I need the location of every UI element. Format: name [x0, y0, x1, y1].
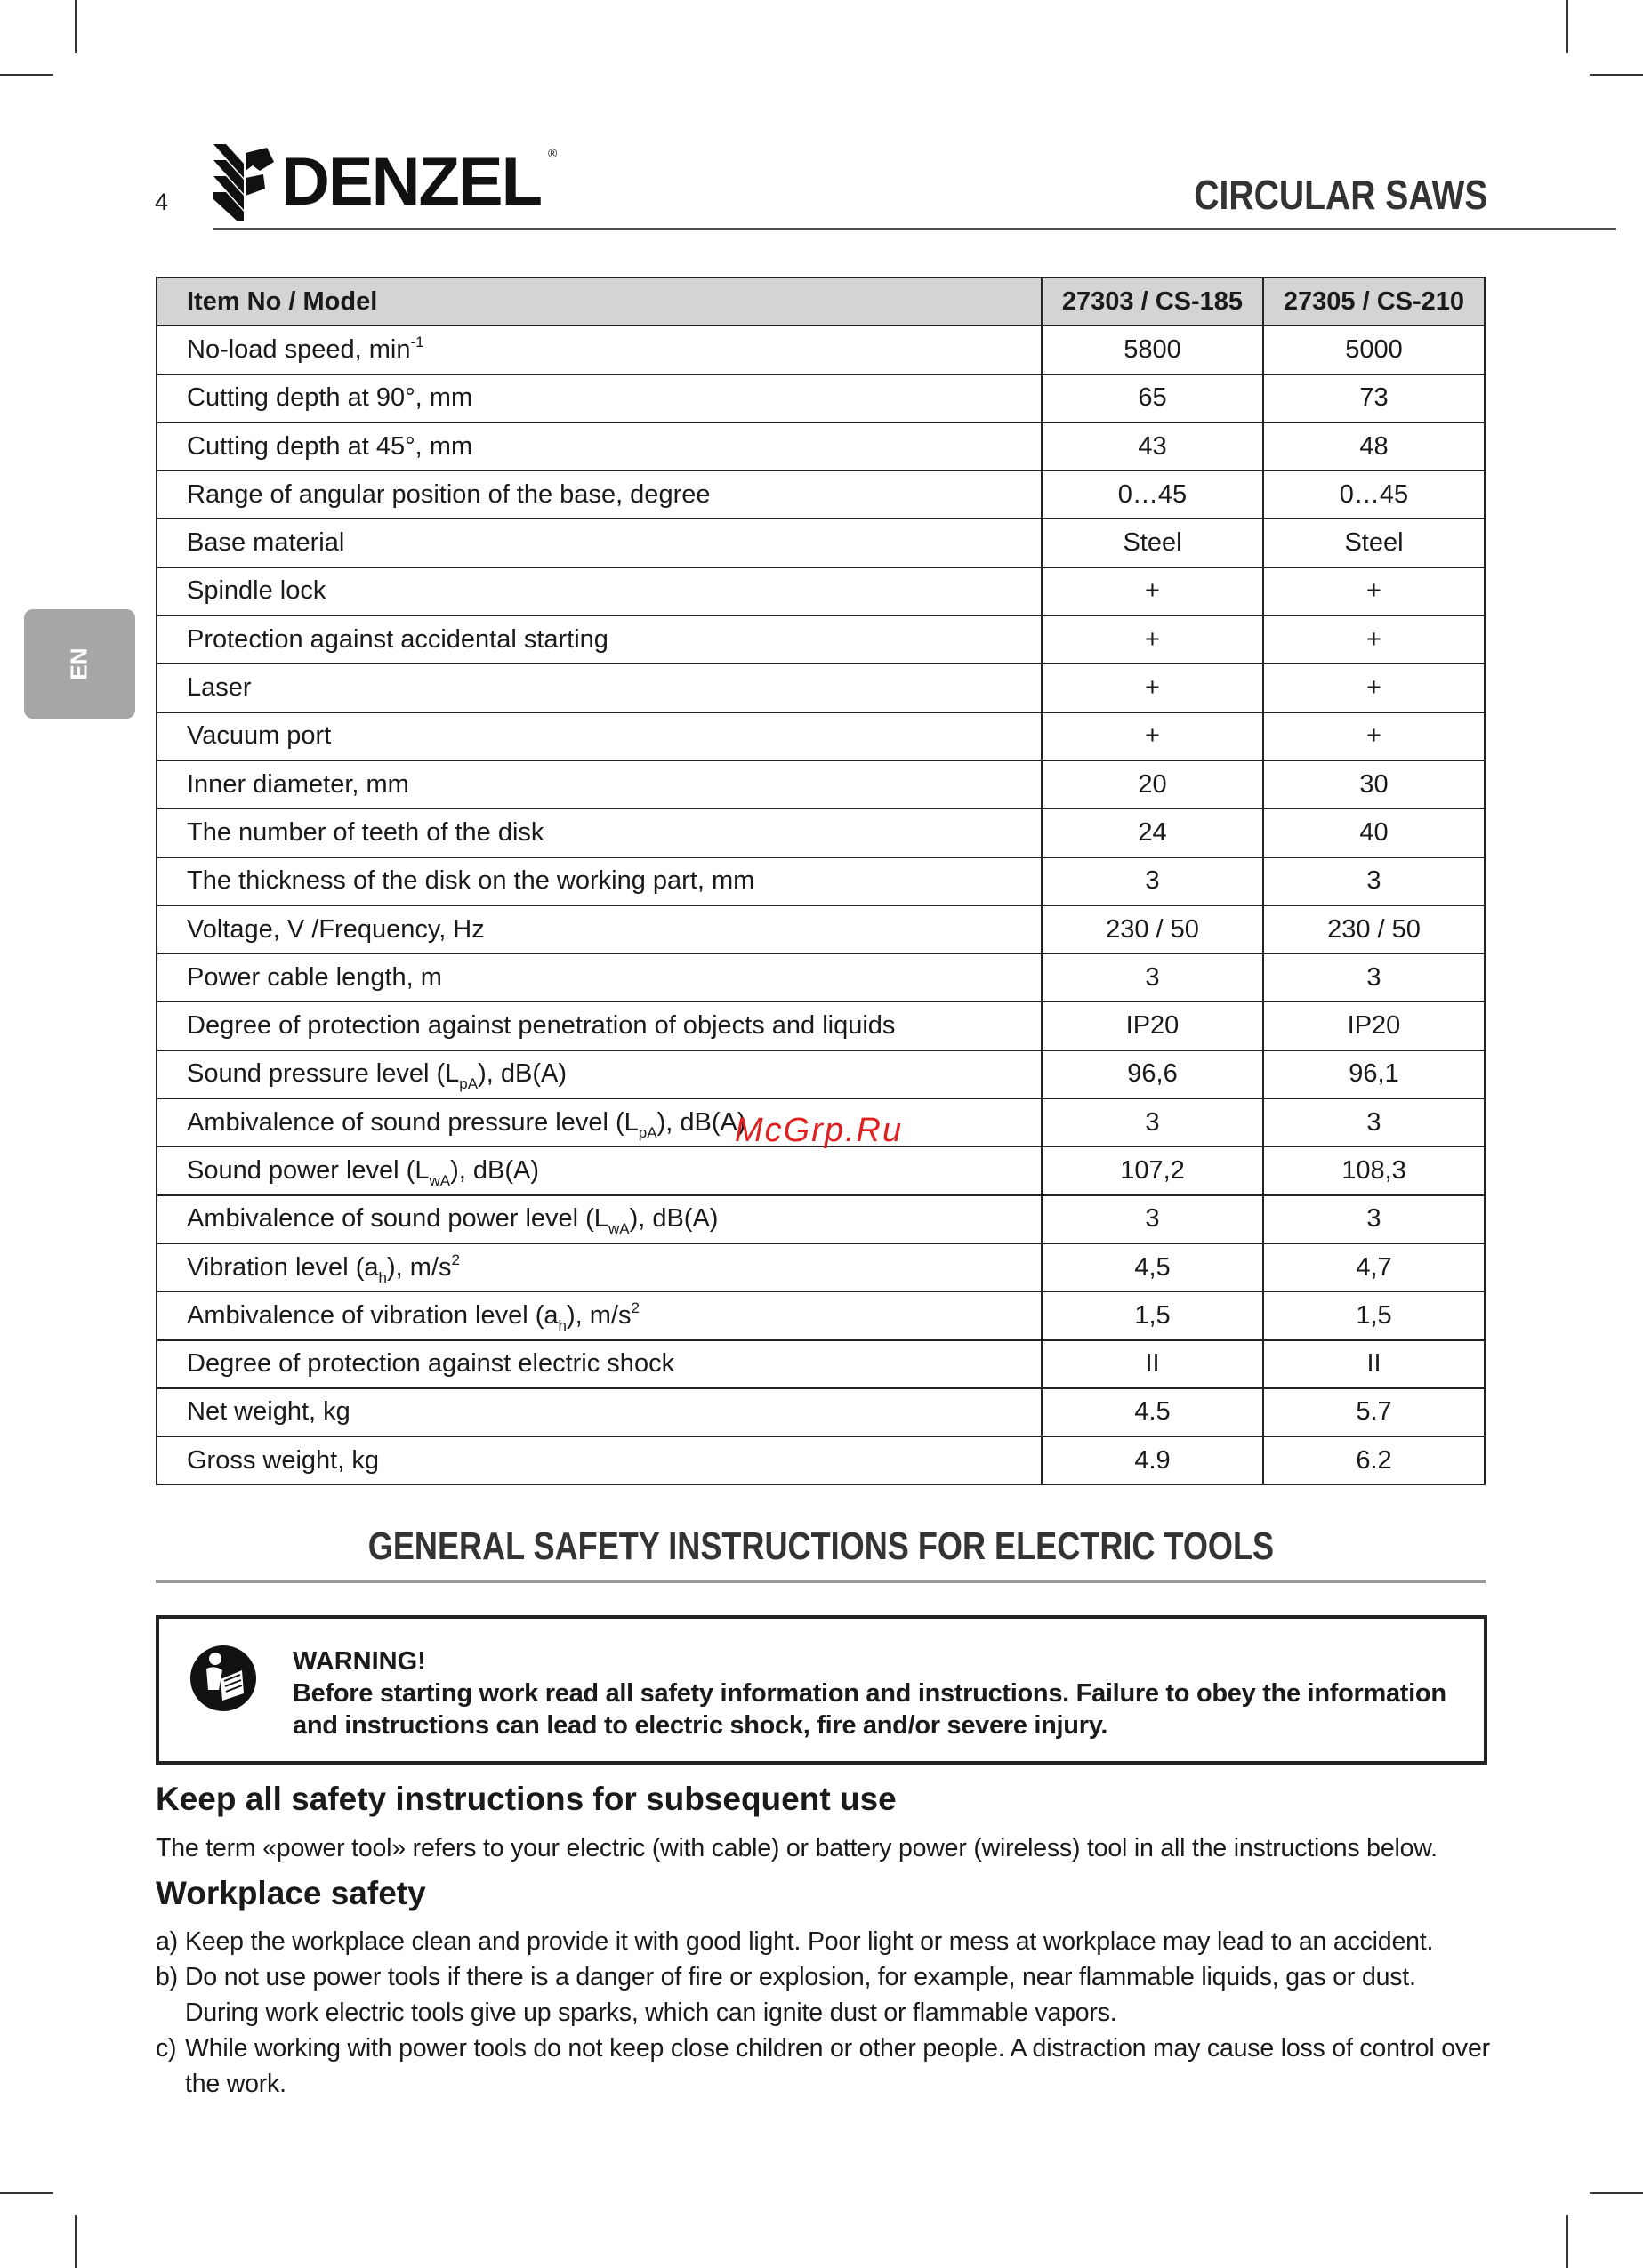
list-item [156, 1924, 1490, 1959]
spec-value-model-2: + [1263, 664, 1485, 712]
spec-label [157, 1050, 1042, 1098]
spec-value-model-2: 0…45 [1263, 470, 1485, 519]
table-header-row [157, 277, 1485, 326]
table-row [157, 1146, 1485, 1194]
table-row [157, 953, 1485, 1001]
table-row [157, 519, 1485, 567]
brand-name: DENZEL [281, 144, 541, 220]
spec-label-subscript: wA [429, 1171, 451, 1189]
spec-label-text: ), m/s [566, 1300, 632, 1330]
spec-value-model-1: + [1042, 567, 1263, 615]
spec-label [157, 760, 1042, 808]
spec-value-model-1: 0…45 [1042, 470, 1263, 519]
spec-label [157, 1001, 1042, 1050]
spec-value-model-1: 4.9 [1042, 1436, 1263, 1484]
spec-value-model-2: 30 [1263, 760, 1485, 808]
watermark: McGrp.Ru [735, 1112, 904, 1149]
list-item [156, 2031, 1490, 2102]
list-item-marker: c) [156, 2034, 177, 2063]
spec-value-model-1: 3 [1042, 1195, 1263, 1243]
table-row [157, 374, 1485, 422]
workplace-safety-heading: Workplace safety [156, 1875, 426, 1911]
spec-value-model-2: 5000 [1263, 326, 1485, 374]
spec-label [157, 326, 1042, 374]
table-row [157, 905, 1485, 953]
spec-label-text: ), dB(A) [629, 1204, 719, 1234]
spec-value-model-2: 4,7 [1263, 1243, 1485, 1291]
read-manual-icon [189, 1644, 258, 1713]
spec-value-model-2: 230 / 50 [1263, 905, 1485, 953]
spec-value-model-2: 5.7 [1263, 1388, 1485, 1436]
spec-label-text: Ambivalence of sound pressure level (L [187, 1107, 639, 1137]
spec-value-model-2: IP20 [1263, 1001, 1485, 1050]
spec-label-text: Net weight, kg [187, 1397, 350, 1427]
header-divider [213, 228, 1616, 230]
crop-mark [1566, 2215, 1568, 2268]
spec-value-model-1: 1,5 [1042, 1291, 1263, 1339]
spec-label [157, 1291, 1042, 1339]
crop-mark [75, 0, 77, 53]
table-row [157, 760, 1485, 808]
crop-mark [0, 74, 53, 76]
spec-label [157, 1388, 1042, 1436]
spec-value-model-2: II [1263, 1340, 1485, 1388]
spec-value-model-1: 20 [1042, 760, 1263, 808]
crop-mark [1590, 2192, 1643, 2194]
spec-label-text: Vacuum port [187, 721, 332, 751]
denzel-emblem-icon [213, 144, 274, 221]
spec-value-model-1: 65 [1042, 374, 1263, 422]
spec-label [157, 374, 1042, 422]
spec-label [157, 615, 1042, 664]
section-divider [156, 1580, 1486, 1583]
spec-value-model-1: 3 [1042, 953, 1263, 1001]
spec-value-model-1: 4,5 [1042, 1243, 1263, 1291]
warning-title: WARNING! [293, 1647, 426, 1676]
table-row [157, 470, 1485, 519]
spec-label [157, 422, 1042, 470]
spec-label-text: Voltage, V /Frequency, Hz [187, 914, 485, 944]
table-row [157, 615, 1485, 664]
table-row [157, 422, 1485, 470]
spec-value-model-1: + [1042, 712, 1263, 760]
table-row [157, 664, 1485, 712]
spec-label-text: Degree of protection against electric shock [187, 1349, 675, 1379]
spec-value-model-1: 96,6 [1042, 1050, 1263, 1098]
table-row [157, 1436, 1485, 1484]
spec-label [157, 1146, 1042, 1194]
spec-value-model-2: 3 [1263, 857, 1485, 905]
table-row [157, 326, 1485, 374]
spec-value-model-2: 6.2 [1263, 1436, 1485, 1484]
warning-box [156, 1615, 1487, 1765]
crop-mark [1566, 0, 1568, 53]
spec-label-text: Degree of protection against penetration of objects and liquids [187, 1011, 896, 1041]
spec-value-model-1: Steel [1042, 519, 1263, 567]
spec-value-model-2: 40 [1263, 808, 1485, 857]
spec-label [157, 857, 1042, 905]
spec-label [157, 470, 1042, 519]
language-tab-label: EN [66, 647, 93, 680]
workplace-safety-list [156, 1924, 1490, 2102]
spec-value-model-1: + [1042, 615, 1263, 664]
spec-label-text: Vibration level (a [187, 1252, 379, 1282]
spec-value-model-1: 107,2 [1042, 1146, 1263, 1194]
list-item-marker: a) [156, 1927, 178, 1956]
spec-label-text: Cutting depth at 45°, mm [187, 431, 473, 461]
spec-value-model-1: 24 [1042, 808, 1263, 857]
header-model-1: 27303 / CS-185 [1042, 277, 1263, 326]
table-row [157, 857, 1485, 905]
section-heading [156, 1524, 1486, 1569]
spec-value-model-2: 1,5 [1263, 1291, 1485, 1339]
spec-label [157, 808, 1042, 857]
table-row [157, 1001, 1485, 1050]
list-item [156, 1959, 1490, 2031]
page-title: CIRCULAR SAWS [1193, 172, 1487, 218]
spec-label-text: Ambivalence of sound power level (L [187, 1204, 608, 1234]
spec-value-model-2: + [1263, 712, 1485, 760]
spec-value-model-2: 108,3 [1263, 1146, 1485, 1194]
list-item-marker: b) [156, 1963, 178, 1991]
spec-label [157, 712, 1042, 760]
spec-value-model-1: 230 / 50 [1042, 905, 1263, 953]
header-label: Item No / Model [157, 277, 1042, 326]
spec-label [157, 664, 1042, 712]
spec-label [157, 1340, 1042, 1388]
spec-value-model-1: IP20 [1042, 1001, 1263, 1050]
table-row [157, 1291, 1485, 1339]
spec-value-model-2: Steel [1263, 519, 1485, 567]
spec-label-subscript: wA [608, 1220, 630, 1238]
spec-label-superscript: 2 [631, 1299, 640, 1316]
list-item-text: Keep the workplace clean and provide it with good light. Poor light or mess at workplace may lead to an accident. [185, 1927, 1434, 1956]
table-row [157, 1340, 1485, 1388]
spec-value-model-2: 3 [1263, 953, 1485, 1001]
power-tool-term-text: The term «power tool» refers to your electric (with cable) or battery power (wireless) tool in all the instructions below. [156, 1834, 1438, 1862]
spec-label [157, 953, 1042, 1001]
spec-label [157, 519, 1042, 567]
spec-label-text: No-load speed, min [187, 334, 411, 364]
brand-logo [213, 141, 557, 224]
spec-label-text: Power cable length, m [187, 962, 442, 992]
list-item-text: Do not use power tools if there is a danger of fire or explosion, for example, near flammable liquids, gas or dust. During work electric tools give up sparks, which can ignite dust or flammable vapors. [185, 1963, 1416, 2027]
spec-label-subscript: pA [638, 1123, 657, 1141]
crop-mark [1590, 74, 1643, 76]
spec-label-text: Cutting depth at 90°, mm [187, 383, 473, 413]
table-row [157, 1243, 1485, 1291]
spec-label-superscript: -1 [410, 333, 424, 350]
spec-value-model-1: II [1042, 1340, 1263, 1388]
spec-value-model-2: + [1263, 567, 1485, 615]
spec-label [157, 1098, 1042, 1146]
spec-label-text: ), dB(A) [478, 1059, 567, 1089]
table-row [157, 1195, 1485, 1243]
page-number: 4 [155, 189, 169, 215]
spec-label [157, 905, 1042, 953]
crop-mark [75, 2215, 77, 2268]
spec-label-subscript: h [558, 1316, 567, 1334]
spec-label-text: Spindle lock [187, 576, 326, 606]
header-model-2: 27305 / CS-210 [1263, 277, 1485, 326]
spec-value-model-2: 3 [1263, 1195, 1485, 1243]
spec-label-text: Base material [187, 528, 345, 558]
spec-value-model-2: 96,1 [1263, 1050, 1485, 1098]
spec-label [157, 1195, 1042, 1243]
warning-text: Before starting work read all safety information and instructions. Failure to obey the information and instructions can lead to electric shock, fire and/or severe injury. [293, 1679, 1446, 1740]
spec-label-text: Protection against accidental starting [187, 624, 608, 654]
spec-value-model-2: + [1263, 615, 1485, 664]
spec-label-subscript: h [378, 1268, 387, 1286]
spec-label-text: Inner diameter, mm [187, 769, 409, 799]
table-row [157, 712, 1485, 760]
spec-value-model-1: 3 [1042, 857, 1263, 905]
list-item-text: While working with power tools do not keep close children or other people. A distraction may cause loss of control over the work. [185, 2034, 1490, 2098]
spec-label-text: ), dB(A) [450, 1155, 539, 1185]
spec-label-text: The thickness of the disk on the working part, mm [187, 866, 755, 896]
spec-value-model-1: 43 [1042, 422, 1263, 470]
spec-value-model-1: 4.5 [1042, 1388, 1263, 1436]
spec-value-model-2: 48 [1263, 422, 1485, 470]
spec-label-text: Gross weight, kg [187, 1445, 379, 1475]
language-tab [24, 609, 135, 719]
spec-value-model-1: 3 [1042, 1098, 1263, 1146]
spec-value-model-1: + [1042, 664, 1263, 712]
table-row [157, 1050, 1485, 1098]
spec-label-text: Range of angular position of the base, degree [187, 479, 711, 509]
spec-label-subscript: pA [459, 1075, 479, 1093]
keep-instructions-heading: Keep all safety instructions for subsequent use [156, 1781, 897, 1817]
spec-label-text: Ambivalence of vibration level (a [187, 1300, 559, 1330]
spec-value-model-2: 3 [1263, 1098, 1485, 1146]
spec-value-model-1: 5800 [1042, 326, 1263, 374]
spec-label-text: The number of teeth of the disk [187, 817, 544, 847]
specifications-table [156, 277, 1486, 1485]
spec-label [157, 1243, 1042, 1291]
section-heading-text: GENERAL SAFETY INSTRUCTIONS FOR ELECTRIC TOOLS [367, 1524, 1274, 1568]
spec-label [157, 567, 1042, 615]
spec-label-superscript: 2 [451, 1251, 460, 1268]
spec-label [157, 1436, 1042, 1484]
spec-label-text: ), dB(A) [656, 1107, 746, 1137]
crop-mark [0, 2192, 53, 2194]
registered-mark: ® [548, 146, 558, 160]
spec-label-text: Sound pressure level (L [187, 1059, 460, 1089]
table-row [157, 567, 1485, 615]
table-row [157, 808, 1485, 857]
spec-value-model-2: 73 [1263, 374, 1485, 422]
spec-label-text: Laser [187, 673, 252, 703]
table-row [157, 1388, 1485, 1436]
spec-label-text: Sound power level (L [187, 1155, 430, 1185]
spec-label-text: ), m/s [386, 1252, 452, 1282]
